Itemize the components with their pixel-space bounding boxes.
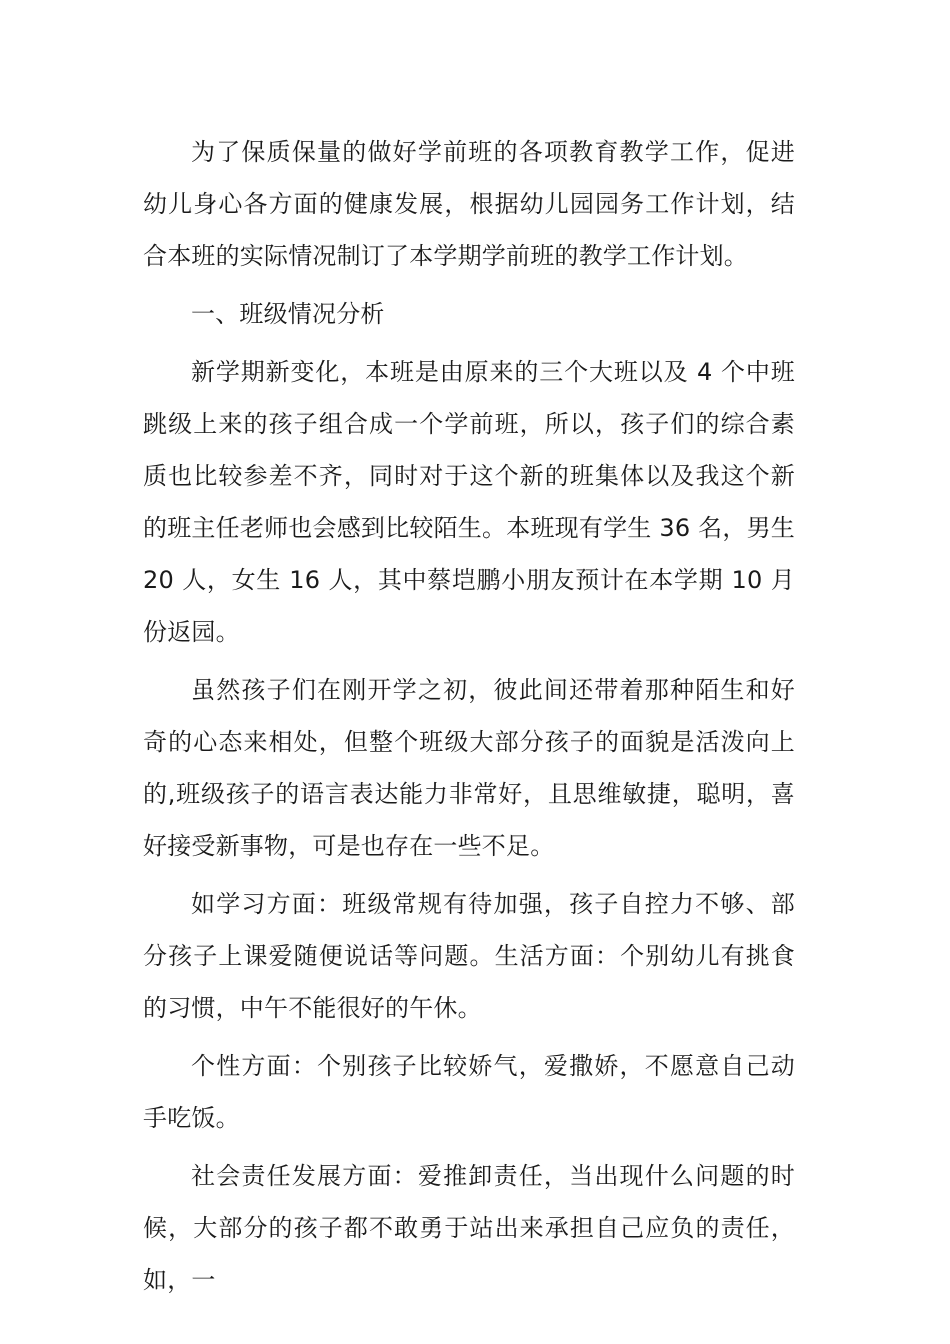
- class-character-paragraph: 虽然孩子们在刚开学之初，彼此间还带着那种陌生和好奇的心态来相处，但整个班级大部分孩子的面貌是活泼向上的,班级孩子的语言表达能力非常好，且思维敏捷，聪明，喜好接受新事物，可是也存在一些不足。: [143, 676, 795, 860]
- document-body: [143, 126, 795, 1312]
- social-responsibility-paragraph: 社会责任发展方面：爱推卸责任，当出现什么问题的时候，大部分的孩子都不敢勇于站出来承担自己应负的责任，如，一: [143, 1162, 795, 1294]
- personality-paragraph: 个性方面：个别孩子比较娇气，爱撒娇，不愿意自己动手吃饭。: [143, 1052, 795, 1132]
- intro-paragraph: 为了保质保量的做好学前班的各项教育教学工作，促进幼儿身心各方面的健康发展，根据幼儿园园务工作计划，结合本班的实际情况制订了本学期学前班的教学工作计划。: [143, 138, 795, 270]
- class-overview-paragraph: 新学期新变化，本班是由原来的三个大班以及 4 个中班跳级上来的孩子组合成一个学前班，所以，孩子们的综合素质也比较参差不齐，同时对于这个新的班集体以及我这个新的班主任老师也会感到比较陌生。本班现有学生 36 名，男生 20 人，女生 16 人，其中蔡垲鹏小朋友预计在本学期 10 月份返园。: [143, 358, 795, 646]
- section-heading-class-analysis: 一、班级情况分析: [191, 300, 385, 328]
- study-life-paragraph: 如学习方面：班级常规有待加强，孩子自控力不够、部分孩子上课爱随便说话等问题。生活方面：个别幼儿有挑食的习惯，中午不能很好的午休。: [143, 890, 795, 1022]
